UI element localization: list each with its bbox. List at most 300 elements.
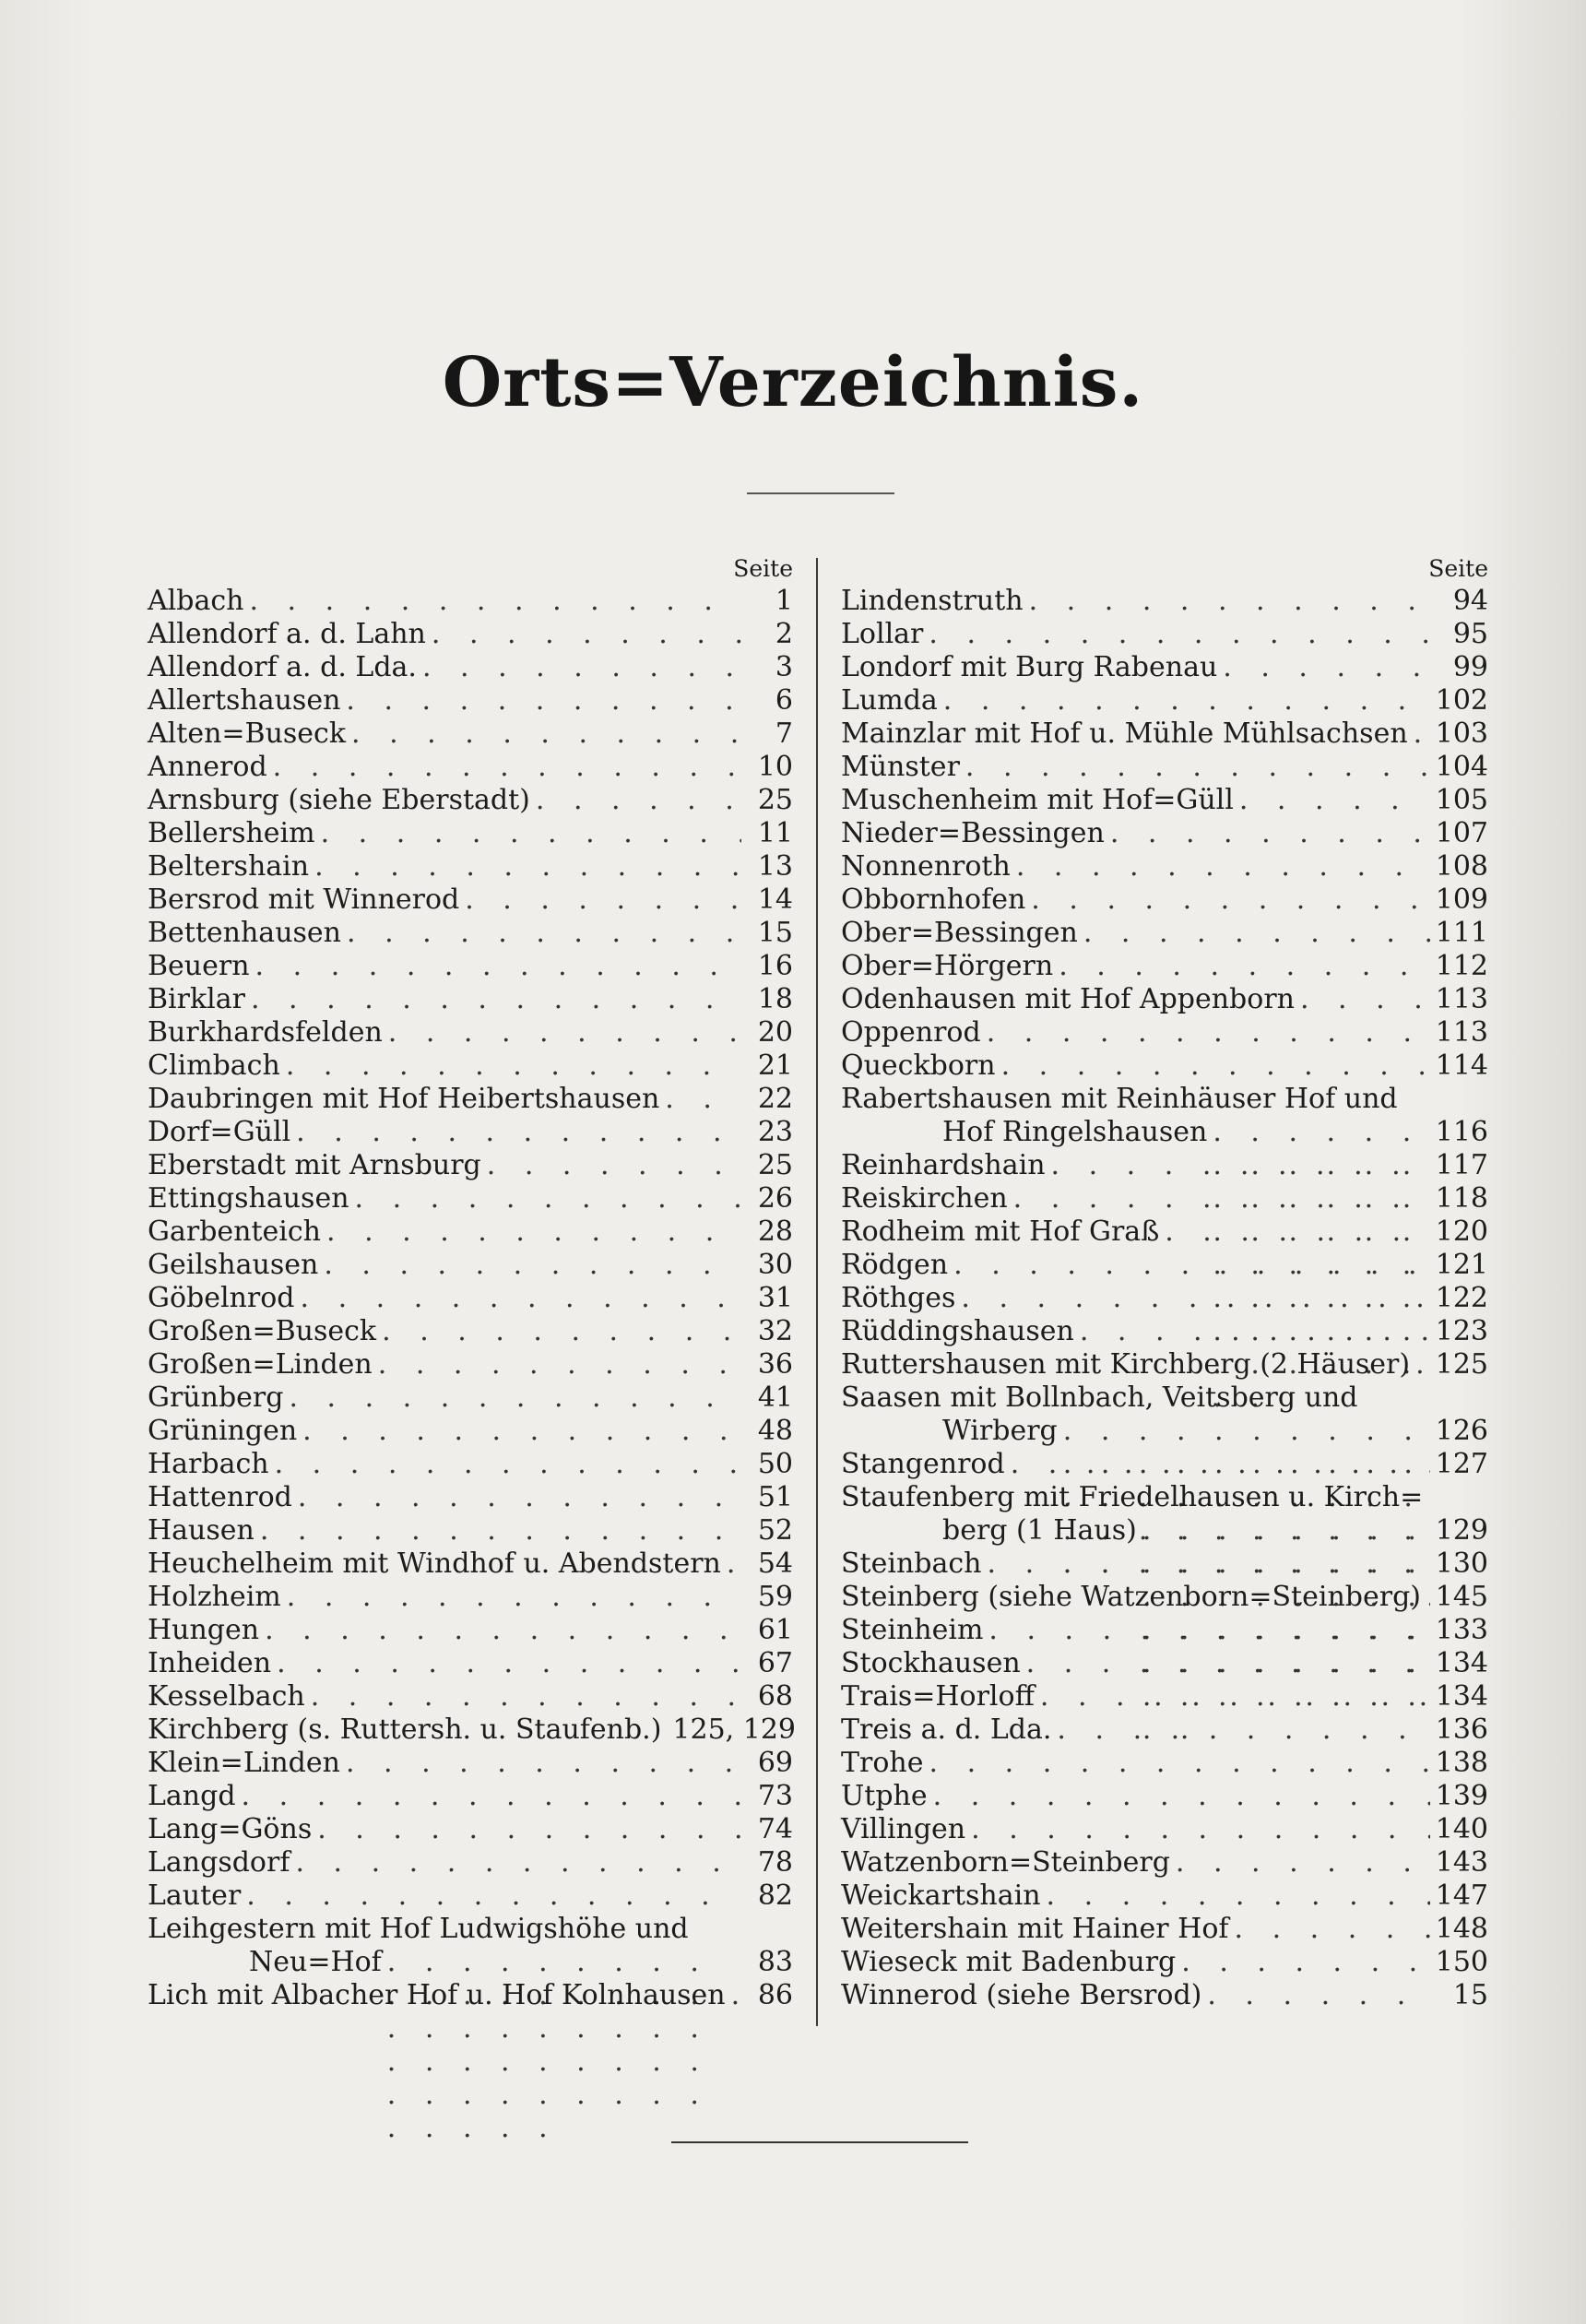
- leader-dots: [388, 1016, 741, 1049]
- entry-page: 125, 129: [672, 1713, 797, 1746]
- entry-name: Grünberg: [148, 1381, 284, 1414]
- entry-name: Bettenhausen: [148, 917, 341, 949]
- leader-dots: [255, 950, 741, 983]
- entry-page: 109: [1435, 883, 1488, 916]
- index-entry: [841, 1182, 1488, 1215]
- entry-name: Dorf=Güll: [148, 1116, 291, 1148]
- index-entry: [841, 1249, 1488, 1282]
- leader-dots: [287, 1581, 741, 1614]
- entry-page: 2: [775, 618, 793, 650]
- index-entry: [148, 1547, 793, 1581]
- index-entry: [841, 883, 1488, 917]
- index-entry: [841, 717, 1488, 751]
- entry-page: 11: [757, 817, 793, 849]
- leader-dots: [1207, 1979, 1437, 2012]
- entry-name: Muschenheim mit Hof=Güll: [841, 784, 1234, 816]
- entry-page: 105: [1435, 784, 1488, 816]
- entry-page: 16: [757, 950, 793, 982]
- entry-page: 113: [1435, 983, 1488, 1015]
- entry-page: 31: [757, 1282, 793, 1314]
- entry-name: Langsdorf: [148, 1846, 290, 1879]
- leader-dots: [988, 1614, 1429, 1647]
- entry-name: Großen=Buseck: [148, 1315, 377, 1347]
- leader-dots: [665, 1083, 741, 1116]
- leader-dots: [1029, 585, 1437, 618]
- entry-name: Watzenborn=Steinberg: [841, 1846, 1170, 1879]
- leader-dots: [1239, 784, 1430, 817]
- leader-dots: [1414, 717, 1430, 751]
- index-entry: [841, 618, 1488, 651]
- entry-page: 95: [1452, 618, 1488, 650]
- index-entry: [841, 1315, 1488, 1348]
- entry-page: 10: [757, 751, 793, 783]
- entry-name-line1: Saasen mit Bollnbach, Veitsberg und: [841, 1381, 1358, 1414]
- leader-dots: [314, 850, 741, 883]
- index-entry: [148, 1647, 793, 1680]
- index-entry: [841, 1581, 1488, 1614]
- leader-dots: [265, 1614, 741, 1647]
- entry-page: 143: [1435, 1846, 1488, 1879]
- entry-name: Treis a. d. Lda.: [841, 1713, 1052, 1746]
- entry-name: Rodheim mit Hof Graß: [841, 1215, 1160, 1248]
- index-entry: [841, 1016, 1488, 1049]
- leader-dots: [465, 883, 741, 917]
- leader-dots: [324, 1249, 741, 1282]
- entry-name: Grüningen: [148, 1415, 298, 1447]
- index-entry: [148, 717, 793, 751]
- index-entry: [841, 784, 1488, 817]
- entry-name: Großen=Linden: [148, 1348, 373, 1381]
- entry-name: Annerod: [148, 751, 267, 783]
- leader-dots: [273, 751, 741, 784]
- leader-dots: [1001, 1049, 1430, 1083]
- entry-page: 83: [757, 1946, 793, 1978]
- index-entry: [148, 1713, 797, 1747]
- index-entry: [148, 1780, 793, 1813]
- leader-dots: [298, 1481, 741, 1514]
- entry-page: 26: [757, 1182, 793, 1215]
- left-column: [148, 553, 797, 2012]
- leader-dots: [289, 1381, 741, 1415]
- entry-name: Stockhausen: [841, 1647, 1021, 1679]
- entry-page: 22: [757, 1083, 793, 1115]
- leader-dots: [382, 1315, 741, 1348]
- entry-page: 28: [757, 1215, 793, 1248]
- leader-dots: [1016, 850, 1430, 883]
- leader-dots: [933, 1780, 1430, 1813]
- index-entry: [148, 983, 793, 1016]
- right-entry-list-d: [841, 1547, 1488, 2012]
- entry-page: 116: [1435, 1116, 1488, 1148]
- entry-name: Hausen: [148, 1514, 254, 1547]
- index-entry-multiline: [148, 1913, 793, 1979]
- entry-name: Stangenrod: [841, 1448, 1005, 1480]
- entry-name: Rüddingshausen: [841, 1315, 1074, 1347]
- leader-dots: [311, 1680, 741, 1713]
- entry-name-line2: Neu=Hof: [249, 1946, 382, 1978]
- entry-name: Ober=Bessingen: [841, 917, 1078, 949]
- leader-dots: [346, 1747, 741, 1780]
- entry-page: 138: [1435, 1747, 1488, 1779]
- leader-dots: [1110, 817, 1430, 850]
- left-multi-list: [148, 1913, 793, 1979]
- entry-page: 117: [1435, 1149, 1488, 1181]
- index-entry: [148, 1215, 793, 1249]
- entry-page: 111: [1435, 917, 1488, 949]
- entry-name: Lindenstruth: [841, 585, 1024, 617]
- entry-name: Reiskirchen: [841, 1182, 1008, 1215]
- page-title: Orts=Verzeichnis.: [442, 343, 1144, 422]
- entry-page: 145: [1435, 1581, 1488, 1613]
- entry-page: 123: [1435, 1315, 1488, 1347]
- leader-dots: [965, 751, 1430, 784]
- entry-name: Steinheim: [841, 1614, 984, 1646]
- leader-dots: [295, 1846, 741, 1879]
- index-entry-multiline: [841, 1481, 1488, 1547]
- entry-name: Alten=Buseck: [148, 717, 347, 750]
- entry-name: Nieder=Bessingen: [841, 817, 1105, 849]
- entry-name: Lumda: [841, 684, 938, 717]
- index-entry: [148, 1514, 793, 1547]
- entry-page: 99: [1452, 651, 1488, 683]
- entry-page: 21: [757, 1049, 793, 1082]
- leader-dots: [246, 1879, 741, 1913]
- index-entry: [841, 751, 1488, 784]
- index-entry: [841, 983, 1488, 1016]
- entry-page: 18: [757, 983, 793, 1015]
- entry-name: Arnsburg (siehe Eberstadt): [148, 784, 530, 816]
- leader-dots: [929, 1747, 1430, 1780]
- entry-name: Bersrod mit Winnerod: [148, 883, 460, 916]
- leader-dots: [302, 1415, 741, 1448]
- leader-dots: [1426, 1581, 1430, 1614]
- entry-page: 25: [757, 1149, 793, 1181]
- index-entry: [841, 684, 1488, 717]
- leader-dots: [727, 1547, 741, 1581]
- entry-name: Villingen: [841, 1813, 966, 1845]
- leader-dots: [961, 1282, 1429, 1315]
- entry-name: Burkhardsfelden: [148, 1016, 383, 1049]
- leader-dots: [1083, 917, 1430, 950]
- entry-name: Geilshausen: [148, 1249, 319, 1281]
- index-entry: [841, 1282, 1488, 1315]
- entry-page: 41: [757, 1381, 793, 1414]
- entry-page: 48: [757, 1415, 793, 1447]
- entry-name: Nonnenroth: [841, 850, 1011, 883]
- leader-dots: [1026, 1647, 1430, 1680]
- right-entry-list-a: [841, 585, 1488, 1083]
- entry-name: Mainzlar mit Hof u. Mühle Mühlsachsen: [841, 717, 1408, 750]
- entry-page: 130: [1435, 1547, 1488, 1580]
- entry-name: Garbenteich: [148, 1215, 321, 1248]
- entry-page: 15: [757, 917, 793, 949]
- index-entry: [841, 1879, 1488, 1913]
- index-entry: [841, 1348, 1488, 1381]
- leader-dots: [355, 1182, 741, 1215]
- index-entry: [148, 1415, 793, 1448]
- entry-name: Ober=Hörgern: [841, 950, 1054, 982]
- leader-dots: [326, 1215, 741, 1249]
- leader-dots: [1011, 1448, 1430, 1481]
- leader-dots: [260, 1514, 741, 1547]
- entry-name: Albach: [148, 585, 244, 617]
- leader-dots: [351, 717, 741, 751]
- entry-page: 13: [757, 850, 793, 883]
- leader-dots: [1047, 1879, 1430, 1913]
- entry-name: Utphe: [841, 1780, 928, 1812]
- entry-name: Röthges: [841, 1282, 956, 1314]
- index-entry: [841, 1713, 1488, 1747]
- leader-dots: [536, 784, 741, 817]
- entry-page: 120: [1435, 1215, 1488, 1248]
- index-entry: [148, 751, 793, 784]
- index-entry: [148, 1448, 793, 1481]
- index-entry: [841, 585, 1488, 618]
- entry-page: 107: [1435, 817, 1488, 849]
- index-entry: [148, 1083, 793, 1116]
- entry-page: 136: [1435, 1713, 1488, 1746]
- leader-dots: [387, 1946, 741, 2145]
- entry-page: 54: [757, 1547, 793, 1580]
- entry-name: Londorf mit Burg Rabenau: [841, 651, 1218, 683]
- index-entry: [148, 1581, 793, 1614]
- entry-name: Beltershain: [148, 850, 310, 883]
- index-entry: [148, 651, 793, 684]
- leader-dots: [1057, 1713, 1429, 1747]
- entry-page: 73: [757, 1780, 793, 1812]
- leader-dots: [1059, 950, 1430, 983]
- index-entry: [148, 1348, 793, 1381]
- index-entry: [841, 651, 1488, 684]
- leader-dots: [987, 1016, 1430, 1049]
- index-entry: [148, 1016, 793, 1049]
- entry-name: Lollar: [841, 618, 924, 650]
- index-entry: [148, 618, 793, 651]
- leader-dots: [249, 585, 741, 618]
- entry-page: 147: [1435, 1879, 1488, 1912]
- index-entry: [841, 1946, 1488, 1979]
- leader-dots: [1223, 651, 1437, 684]
- entry-name: Lauter: [148, 1879, 242, 1912]
- index-entry: [841, 1813, 1488, 1846]
- index-entry: [148, 850, 793, 883]
- entry-page: 102: [1435, 684, 1488, 717]
- leader-dots: [251, 983, 741, 1016]
- leader-dots: [1051, 1149, 1430, 1182]
- entry-page: 20: [757, 1016, 793, 1049]
- entry-page: 121: [1435, 1249, 1488, 1281]
- entry-name: Beuern: [148, 950, 250, 982]
- index-entry: [148, 1249, 793, 1282]
- entry-page: 94: [1452, 585, 1488, 617]
- index-entry: [841, 1149, 1488, 1182]
- index-entry: [148, 917, 793, 950]
- entry-page: 7: [775, 717, 793, 750]
- index-entry: [148, 1813, 793, 1846]
- index-entry: [148, 1149, 793, 1182]
- column-divider: [816, 558, 818, 2026]
- entry-name: Ruttershausen mit Kirchberg (2 Häuser): [841, 1348, 1411, 1381]
- leader-dots: [1235, 1913, 1430, 1946]
- index-entry: [841, 1780, 1488, 1813]
- leader-dots: [988, 1547, 1430, 1581]
- entry-name: Trais=Horloff: [841, 1680, 1035, 1713]
- index-entry: [841, 1448, 1488, 1481]
- entry-page: 36: [757, 1348, 793, 1381]
- entry-name: Weickartshain: [841, 1879, 1041, 1912]
- right-column: [841, 553, 1488, 2012]
- index-entry: [148, 1879, 793, 1913]
- entry-name: Harbach: [148, 1448, 269, 1480]
- entry-name: Holzheim: [148, 1581, 281, 1613]
- entry-name: Birklar: [148, 983, 245, 1015]
- index-entry: [148, 784, 793, 817]
- leader-dots: [1300, 983, 1430, 1016]
- index-entry: [148, 1846, 793, 1879]
- entry-page: 30: [757, 1249, 793, 1281]
- entry-name: Kesselbach: [148, 1680, 305, 1713]
- leader-dots: [296, 1116, 741, 1149]
- index-entry: [841, 1647, 1488, 1680]
- index-entry: [841, 1680, 1488, 1713]
- entry-page: 51: [757, 1481, 793, 1513]
- leader-dots: [1181, 1946, 1429, 1979]
- entry-name: Eberstadt mit Arnsburg: [148, 1149, 481, 1181]
- index-entry: [148, 817, 793, 850]
- entry-page: 67: [757, 1647, 793, 1679]
- entry-name-line2: Hof Ringelshausen: [942, 1116, 1208, 1148]
- entry-page: 150: [1435, 1946, 1488, 1978]
- entry-page: 103: [1435, 717, 1488, 750]
- index-entry: [841, 1913, 1488, 1946]
- entry-page: 122: [1435, 1282, 1488, 1314]
- entry-name: Queckborn: [841, 1049, 996, 1082]
- entry-name-line1: Staufenberg mit Friedelhausen u. Kirch=: [841, 1481, 1424, 1513]
- entry-name: Allertshausen: [148, 684, 341, 717]
- entry-page: 50: [757, 1448, 793, 1480]
- leader-dots: [378, 1348, 741, 1381]
- leader-dots: [943, 684, 1430, 717]
- entry-name: Hungen: [148, 1614, 260, 1646]
- entry-page: 114: [1435, 1049, 1488, 1082]
- entry-name: Langd: [148, 1780, 236, 1812]
- entry-page: 134: [1435, 1680, 1488, 1713]
- index-entry: [148, 585, 793, 618]
- leader-dots: [487, 1149, 741, 1182]
- entry-page: 15: [1452, 1979, 1488, 2011]
- leader-dots: [432, 618, 741, 651]
- leader-dots: [1176, 1846, 1430, 1879]
- right-entry-list-b: [841, 1149, 1488, 1381]
- entry-page: 127: [1435, 1448, 1488, 1480]
- entry-page: 74: [757, 1813, 793, 1845]
- entry-page: 52: [757, 1514, 793, 1547]
- entry-name-line1: Rabertshausen mit Reinhäuser Hof und: [841, 1083, 1398, 1115]
- index-entry: [148, 684, 793, 717]
- entry-page: 1: [775, 585, 793, 617]
- leader-dots: [286, 1049, 741, 1083]
- index-entry: [148, 1381, 793, 1415]
- leader-dots: [1040, 1680, 1430, 1713]
- entry-page: 126: [1435, 1415, 1488, 1447]
- right-entry-list-c: [841, 1448, 1488, 1481]
- entry-name-line1: Leihgestern mit Hof Ludwigshöhe und: [148, 1913, 689, 1945]
- entry-page: 140: [1435, 1813, 1488, 1845]
- entry-name: Weitershain mit Hainer Hof: [841, 1913, 1229, 1945]
- index-entry: [148, 1614, 793, 1647]
- index-entry-multiline: [841, 1083, 1488, 1149]
- leader-dots: [321, 817, 741, 850]
- entry-page: 148: [1435, 1913, 1488, 1945]
- entry-name: Climbach: [148, 1049, 280, 1082]
- leader-dots: [1080, 1315, 1430, 1348]
- entry-name: Reinhardshain: [841, 1149, 1046, 1181]
- index-entry: [148, 1481, 793, 1514]
- entry-name: Lich mit Albacher Hof u. Hof Kolnhausen: [148, 1979, 726, 2011]
- entry-name: Rödgen: [841, 1249, 949, 1281]
- index-entry: [841, 1215, 1488, 1249]
- index-entry: [148, 1315, 793, 1348]
- entry-name: Daubringen mit Hof Heibertshausen: [148, 1083, 660, 1115]
- entry-page: 61: [757, 1614, 793, 1646]
- index-entry: [841, 1846, 1488, 1879]
- index-entry: [841, 817, 1488, 850]
- entry-name: Hattenrod: [148, 1481, 292, 1513]
- entry-name: Winnerod (siehe Bersrod): [841, 1979, 1202, 2011]
- leader-dots: [1031, 883, 1429, 917]
- leader-dots: [1013, 1182, 1430, 1215]
- leader-dots: [953, 1249, 1430, 1282]
- leader-dots: [275, 1448, 741, 1481]
- leader-dots: [731, 1979, 741, 2012]
- leader-dots: [301, 1282, 741, 1315]
- index-entry: [148, 1680, 793, 1713]
- leader-dots: [422, 651, 741, 684]
- entry-name: Lang=Göns: [148, 1813, 313, 1845]
- entry-name: Wieseck mit Badenburg: [841, 1946, 1177, 1978]
- leader-dots: [242, 1780, 741, 1813]
- entry-page: 129: [1435, 1514, 1488, 1547]
- entry-name: Trohe: [841, 1747, 924, 1779]
- leader-dots: [347, 917, 741, 950]
- leader-dots: [971, 1813, 1430, 1846]
- entry-page: 104: [1435, 751, 1488, 783]
- leader-dots: [317, 1813, 741, 1846]
- entry-page: 14: [757, 883, 793, 916]
- index-entry: [841, 1614, 1488, 1647]
- entry-name: Bellersheim: [148, 817, 315, 849]
- entry-name: Allendorf a. d. Lahn: [148, 618, 426, 650]
- entry-name: Heuchelheim mit Windhof u. Abendstern: [148, 1547, 721, 1580]
- index-entry: [841, 850, 1488, 883]
- entry-page: 118: [1435, 1182, 1488, 1215]
- index-entry: [841, 1547, 1488, 1581]
- entry-page: 59: [757, 1581, 793, 1613]
- entry-name: Odenhausen mit Hof Appenborn: [841, 983, 1295, 1015]
- index-entry: [148, 1116, 793, 1149]
- entry-name: Münster: [841, 751, 960, 783]
- entry-name: Steinberg (siehe Watzenborn=Steinberg): [841, 1581, 1421, 1613]
- entry-page: 139: [1435, 1780, 1488, 1812]
- entry-page: 82: [757, 1879, 793, 1912]
- index-entry: [841, 950, 1488, 983]
- seite-header-left: Seite: [733, 555, 793, 582]
- index-entry: [841, 917, 1488, 950]
- entry-name: Oppenrod: [841, 1016, 981, 1049]
- leader-dots: [1415, 1348, 1430, 1381]
- footer-rule: [671, 2141, 968, 2143]
- index-entry: [148, 883, 793, 917]
